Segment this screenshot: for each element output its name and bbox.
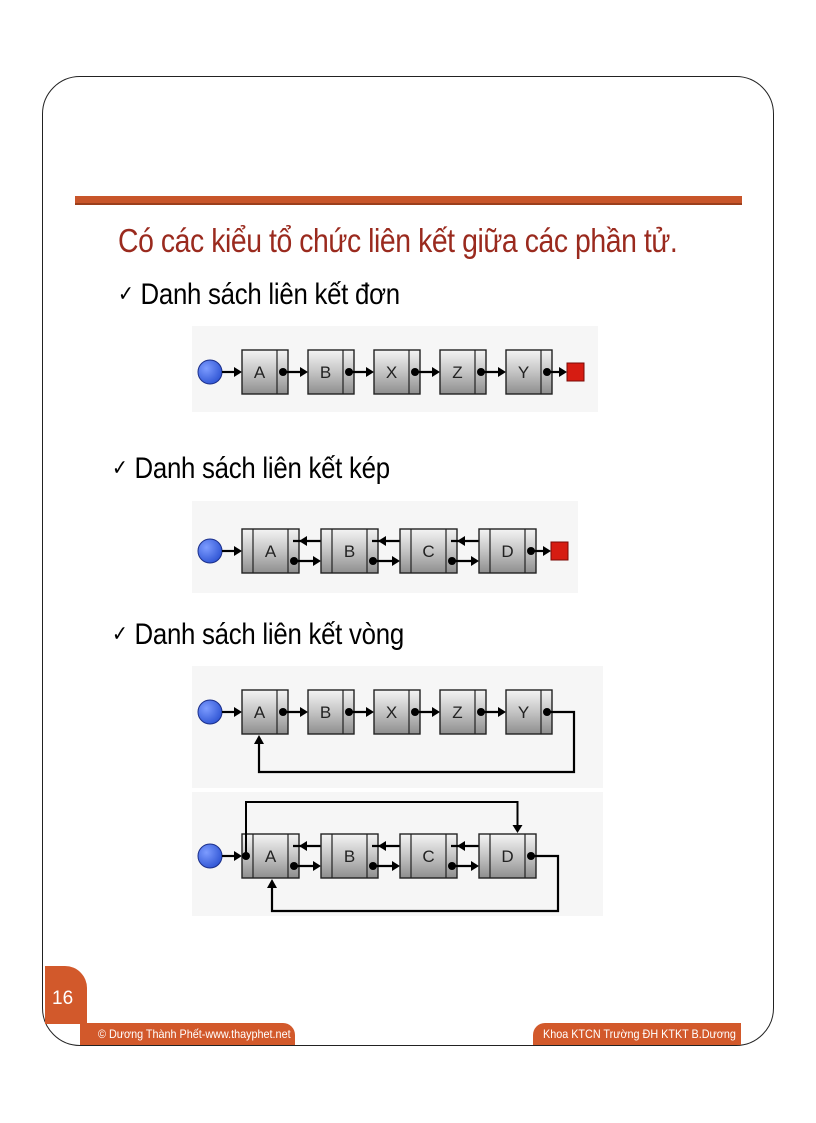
next-link-dot — [279, 368, 287, 376]
bullet-text: Danh sách liên kết kép — [134, 452, 390, 485]
page-number-badge — [45, 966, 87, 1024]
footer-faculty — [533, 1023, 741, 1045]
next-link-dot — [369, 862, 377, 870]
node-label: Y — [517, 363, 530, 382]
node-label: Y — [517, 703, 530, 722]
check-icon: ✓ — [112, 622, 128, 647]
null-link-dot — [527, 547, 535, 555]
list-node-a — [242, 834, 299, 878]
footer-faculty-text: Khoa KTCN Trường ĐH KTKT B.Dương — [543, 1027, 736, 1041]
slide-heading: Có các kiểu tổ chức liên kết giữa các phần tử. — [118, 222, 678, 259]
bullet-singly-linked — [118, 278, 400, 312]
title-rule — [75, 196, 742, 205]
bullet-text: Danh sách liên kết vòng — [134, 618, 404, 651]
node-label: D — [501, 542, 514, 561]
check-icon: ✓ — [118, 282, 134, 307]
node-label: A — [253, 363, 266, 382]
node-label: X — [385, 703, 398, 722]
node-label: Z — [452, 703, 463, 722]
next-link-dot — [369, 557, 377, 565]
next-link-dot — [279, 708, 287, 716]
list-node-c — [400, 529, 457, 573]
null-terminator-square — [551, 542, 568, 560]
list-node-c — [400, 834, 457, 878]
singly-linked-diagram — [190, 322, 600, 416]
null-terminator-square — [567, 363, 584, 381]
next-link-dot — [411, 708, 419, 716]
node-label: A — [264, 542, 277, 561]
head-pointer-circle — [198, 539, 222, 563]
next-link-dot — [345, 368, 353, 376]
next-link-dot — [477, 708, 485, 716]
node-label: B — [319, 703, 332, 722]
node-label: C — [422, 847, 435, 866]
next-link-dot — [411, 368, 419, 376]
null-link-dot — [543, 368, 551, 376]
node-label: B — [319, 363, 332, 382]
next-link-dot — [345, 708, 353, 716]
next-link-dot — [477, 368, 485, 376]
node-label: A — [253, 703, 266, 722]
footer-author — [80, 1023, 295, 1045]
node-label: C — [422, 542, 435, 561]
node-label: Z — [452, 363, 463, 382]
node-label: B — [343, 542, 356, 561]
node-label: A — [264, 847, 277, 866]
circular-singly-linked-diagram — [190, 662, 605, 792]
bullet-doubly-linked — [112, 452, 390, 486]
head-pointer-circle — [198, 700, 222, 724]
node-label: X — [385, 363, 398, 382]
head-pointer-circle — [198, 360, 222, 384]
circular-doubly-linked-diagram — [190, 792, 605, 924]
list-node-a — [242, 529, 299, 573]
bullet-text: Danh sách liên kết đơn — [140, 278, 400, 311]
node-label: B — [343, 847, 356, 866]
next-link-dot — [290, 862, 298, 870]
next-link-dot — [448, 557, 456, 565]
bullet-circular-linked — [112, 618, 404, 652]
next-link-dot — [290, 557, 298, 565]
doubly-linked-diagram — [190, 497, 580, 597]
list-node-b — [321, 529, 378, 573]
node-label: D — [501, 847, 514, 866]
footer-author-text: © Dương Thành Phết-www.thayphet.net — [98, 1027, 291, 1041]
head-pointer-circle — [198, 844, 222, 868]
page-number: 16 — [52, 988, 74, 1009]
next-link-dot — [448, 862, 456, 870]
list-node-b — [321, 834, 378, 878]
check-icon: ✓ — [112, 456, 128, 481]
